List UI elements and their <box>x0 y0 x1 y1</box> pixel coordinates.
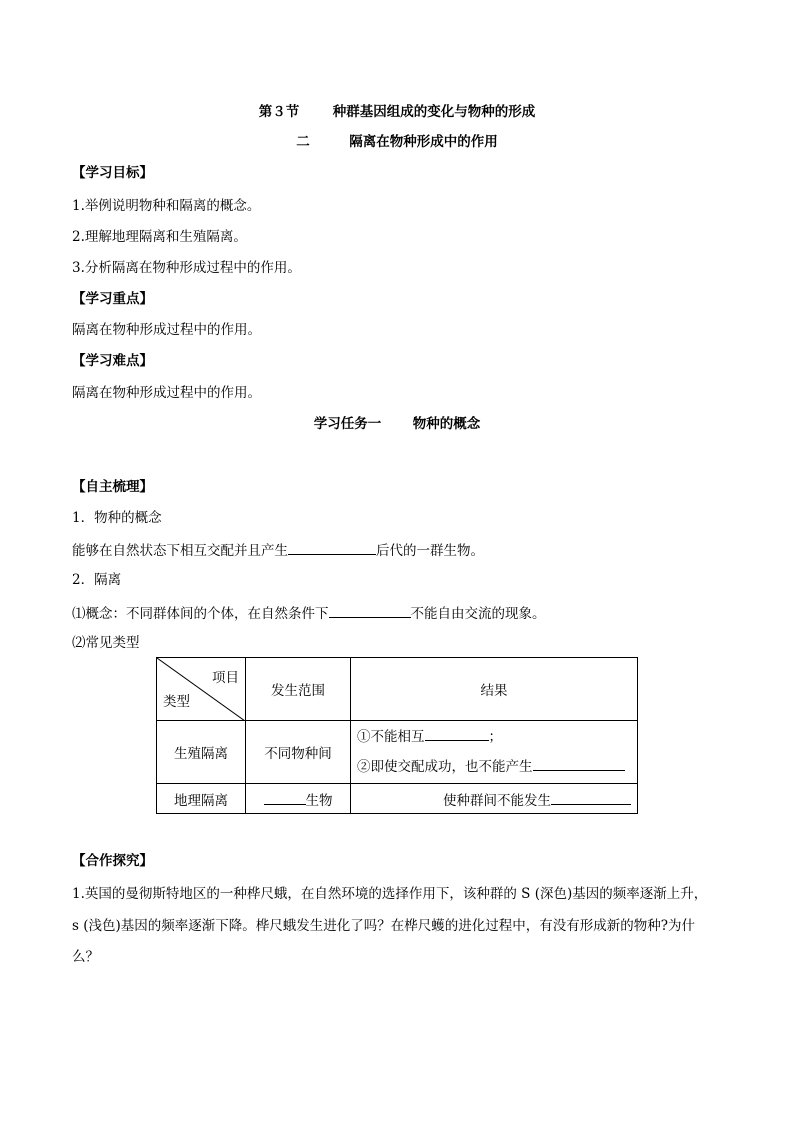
header-range: 发生范围 <box>246 658 351 721</box>
table-row <box>157 784 638 814</box>
task1-title: 物种的概念 <box>412 416 481 432</box>
table-header-row <box>157 658 638 721</box>
row2-range-blank[interactable] <box>264 790 306 805</box>
cooperative-heading: 【合作探究】 <box>72 853 153 869</box>
cooperative-question-line2: s (浅色)基因的频率逐渐下降。桦尺蛾发生进化了吗？在桦尺蠖的进化过程中，有没有形成新的物种?为什 <box>72 918 695 934</box>
species-concept-text <box>72 540 484 560</box>
row1-result <box>351 721 638 784</box>
types-title: ⑵常见类型 <box>72 635 140 651</box>
goals-heading: 【学习目标】 <box>72 165 153 181</box>
isolation-concept <box>72 603 546 623</box>
row2-result <box>351 784 638 814</box>
species-concept-title: 1．物种的概念 <box>72 510 162 526</box>
subtitle-number: 二 <box>296 134 310 150</box>
row1-range: 不同物种间 <box>246 721 351 784</box>
key-point-heading: 【学习重点】 <box>72 291 153 307</box>
goal-item-3: 3.分析隔离在物种形成过程中的作用。 <box>72 260 301 276</box>
goal-item-2: 2.理解地理隔离和生殖隔离。 <box>72 229 247 245</box>
row1-result-line2 <box>351 752 637 782</box>
document-title <box>0 103 794 121</box>
corner-bottom-label: 类型 <box>163 694 190 710</box>
title-section: 第３节 <box>258 104 300 120</box>
difficulty-heading: 【学习难点】 <box>72 353 153 369</box>
concept-text-after: 不能自由交流的现象。 <box>410 606 546 622</box>
table-row <box>157 721 638 784</box>
cooperative-question-line1: 1.英国的曼彻斯特地区的一种桦尺蛾，在自然环境的选择作用下，该种群的 S (深色)基因的频率逐渐上升， <box>72 886 708 902</box>
isolation-title: 2．隔离 <box>72 572 122 588</box>
row2-type: 地理隔离 <box>157 784 246 814</box>
species-text-before: 能够在自然状态下相互交配并且产生 <box>72 543 288 559</box>
task1-heading <box>0 415 794 433</box>
row1-result1-after: ； <box>488 729 502 745</box>
species-blank[interactable] <box>288 540 376 555</box>
row2-result-before: 使种群间不能发生 <box>443 792 551 809</box>
goal-item-1: 1.举例说明物种和隔离的概念。 <box>72 198 261 214</box>
row1-result-line1 <box>351 722 637 752</box>
row2-range <box>246 784 351 814</box>
document-subtitle <box>0 133 794 151</box>
key-point-text: 隔离在物种形成过程中的作用。 <box>72 322 261 338</box>
row1-result2-before: ②即使交配成功，也不能产生 <box>357 759 533 775</box>
difficulty-text: 隔离在物种形成过程中的作用。 <box>72 385 261 401</box>
table-corner-cell <box>157 658 246 721</box>
corner-top-label: 项目 <box>212 670 239 686</box>
cooperative-question-line3: 么？ <box>72 949 99 965</box>
row2-range-after: 生物 <box>305 792 333 809</box>
concept-text-before: ⑴概念：不同群体间的个体，在自然条件下 <box>72 606 329 622</box>
row2-result-blank[interactable] <box>551 790 631 805</box>
self-study-heading: 【自主梳理】 <box>72 479 153 495</box>
concept-blank[interactable] <box>329 603 411 618</box>
subtitle-text: 隔离在物种形成中的作用 <box>349 134 498 150</box>
species-text-after: 后代的一群生物。 <box>376 543 484 559</box>
row1-type: 生殖隔离 <box>157 721 246 784</box>
isolation-types-table <box>156 657 638 814</box>
row1-result2-blank[interactable] <box>533 756 625 771</box>
row1-result1-blank[interactable] <box>425 726 489 741</box>
row1-result1-before: ①不能相互 <box>357 729 425 745</box>
task1-label: 学习任务一 <box>313 416 382 432</box>
title-text: 种群基因组成的变化与物种的形成 <box>332 104 536 120</box>
header-result: 结果 <box>351 658 638 721</box>
